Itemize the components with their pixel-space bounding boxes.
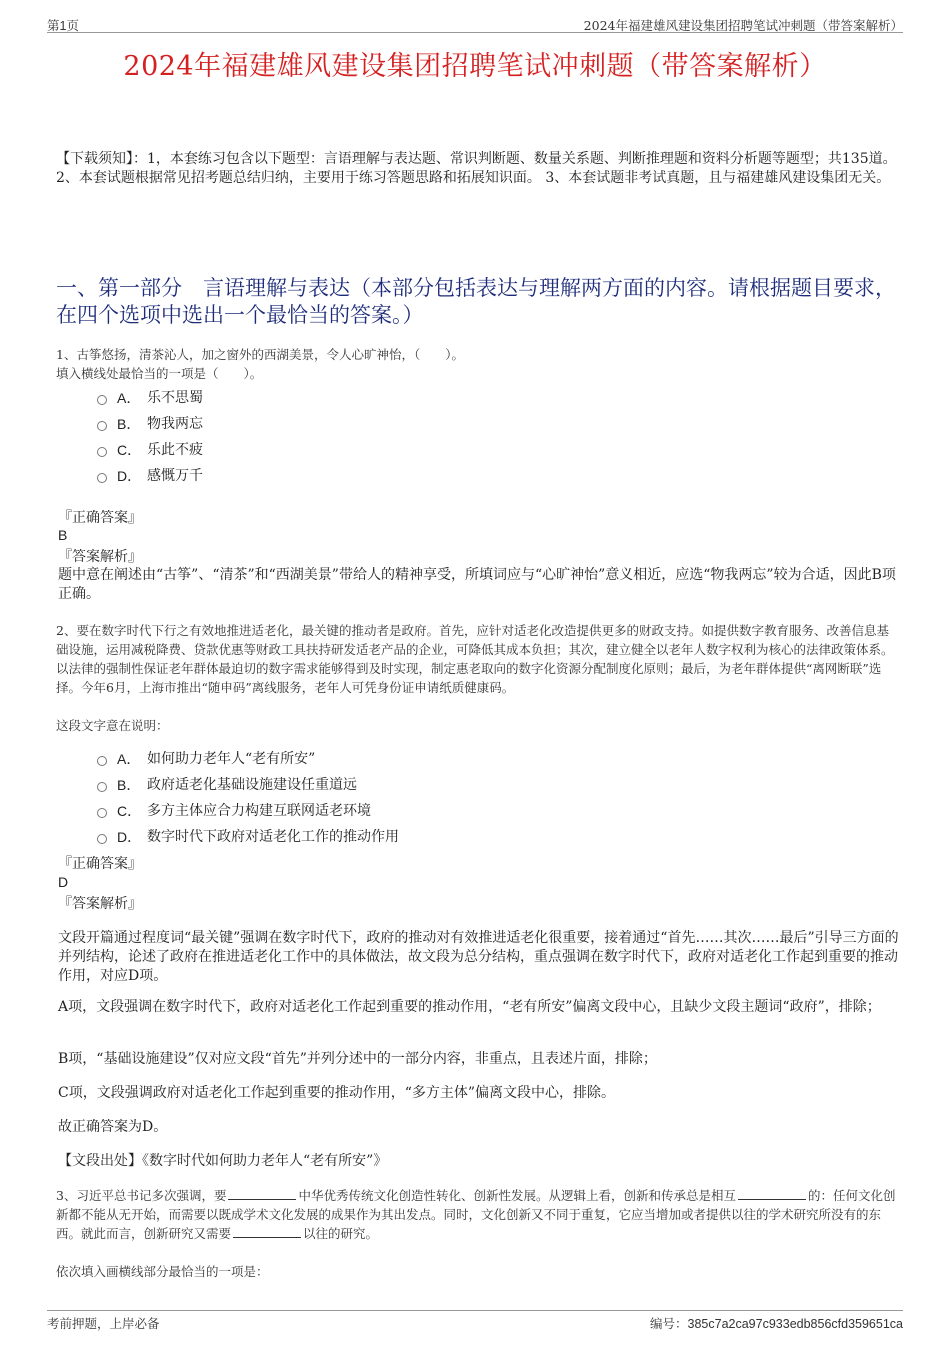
q1-option-d[interactable]: D． 感慨万千: [97, 466, 203, 492]
page-header: [47, 14, 903, 34]
download-notice: 【下载须知】：1，本套练习包含以下题型：言语理解与表达题、常识判断题、数量关系题、判断推理题和资料分析题等题型；共135道。 2、本套试题根据常见招考题总结归纳，主要用于练习答题思路和拓展知识面。 3、本套试题非考试真题，且与福建雄风建设集团无关。: [56, 151, 897, 186]
q2-analysis-para-4: C项，文段强调政府对适老化工作起到重要的推动作用，“多方主体”偏离文段中心，排除。: [58, 1085, 616, 1101]
question-2-text: 2、要在数字时代下行之有效地推进适老化，最关键的推动者是政府。首先，应针对适老化改造提供更多的财政支持。如提供数字教育服务、改善信息基础设施，运用减税降费、贷款优惠等财政工具扶持研发适老产品的企业，可降低其成本负担；其次，建立健全以老年人数字权利为核心的法律政策体系。以法律的强制性保证老年群体最迫切的数字需求能够得到及时实现，制定惠老取向的数字化资源分配制度化原则；最后，为老年群体提供“离网断联”选择。今年6月，上海市推出“随申码”离线服务，老年人可凭身份证申请纸质健康码。: [56, 623, 894, 695]
page-number: 第1页: [47, 19, 79, 33]
q2-analysis-label: 『答案解析』: [58, 896, 142, 912]
q2-analysis-para-1: 文段开篇通过程度词“最关键”强调在数字时代下，政府的推动对有效推进适老化很重要，接着通过“首先……其次……最后”引导三方面的并列结构，论述了政府在推进适老化工作中的具体做法，故文段为总分结构，重点强调在数字时代下，政府对适老化工作起到重要的推动作用，对应D项。: [58, 930, 899, 984]
header-divider: [47, 32, 903, 33]
fill-blank-1: [228, 1187, 296, 1200]
radio-icon[interactable]: [97, 421, 107, 431]
radio-icon[interactable]: [97, 473, 107, 483]
q2-option-b[interactable]: B． 政府适老化基础设施建设任重道远: [97, 775, 399, 801]
q1-analysis: 题中意在阐述由“古筝”、“清茶”和“西湖美景”带给人的精神享受，所填词应与“心旷神怡”意义相近，应选“物我两忘”较为合适，因此B项正确。: [58, 567, 896, 602]
radio-icon[interactable]: [97, 782, 107, 792]
question-2-prompt: 这段文字意在说明：: [56, 718, 169, 733]
header-doc-title: 2024年福建雄风建设集团招聘笔试冲刺题（带答案解析）: [583, 18, 903, 33]
q2-option-c[interactable]: C． 多方主体应合力构建互联网适老环境: [97, 801, 399, 827]
footer-slogan: 考前押题，上岸必备: [47, 1316, 160, 1331]
radio-icon[interactable]: [97, 756, 107, 766]
q2-analysis-para-3: B项，“基础设施建设”仅对应文段“首先”并列分述中的一部分内容，非重点，且表述片面，排除；: [58, 1051, 657, 1067]
q2-answer-label: 『正确答案』: [58, 856, 142, 872]
q2-analysis-para-5: 故正确答案为D。: [58, 1119, 168, 1135]
q1-answer: B: [58, 527, 68, 543]
q1-answer-label: 『正确答案』: [58, 510, 142, 526]
question-3-text: 3、习近平总书记多次强调，要 中华优秀传统文化创造性转化、创新性发展。从逻辑上看，创新和传承总是相互 的：任何文化创新都不能从无开始，而需要以既成学术文化发展的成果作为其出发点。同时，文化创新又不同于重复，它应当增加或者提供以往的学术研究所没有的东西。就此而言，创新研究又需要 以往的研究。: [56, 1188, 896, 1241]
footer-divider: [47, 1310, 903, 1311]
q1-analysis-label: 『答案解析』: [58, 549, 142, 565]
fill-blank-3: [233, 1225, 301, 1238]
section-heading: 一、第一部分 言语理解与表达（本部分包括表达与理解两方面的内容。请根据题目要求，在四个选项中选出一个最恰当的答案。）: [56, 276, 896, 327]
radio-icon[interactable]: [97, 447, 107, 457]
document-title: 2024年福建雄风建设集团招聘笔试冲刺题（带答案解析）: [123, 51, 827, 82]
radio-icon[interactable]: [97, 808, 107, 818]
radio-icon[interactable]: [97, 834, 107, 844]
q2-answer: D: [58, 874, 69, 890]
q2-source: 【文段出处】《数字时代如何助力老年人“老有所安”》: [58, 1153, 388, 1169]
question-2-options: [97, 749, 399, 853]
question-1-options: [97, 388, 203, 492]
question-1-text: 1、古筝悠扬，清茶沁人，加之窗外的西湖美景，令人心旷神怡，（ ）。: [56, 347, 464, 362]
q1-option-a[interactable]: A． 乐不思蜀: [97, 388, 203, 414]
page-footer: [47, 1314, 903, 1334]
q2-analysis-para-2: A项，文段强调在数字时代下，政府对适老化工作起到重要的推动作用，“老有所安”偏离文段中心，且缺少文段主题词“政府”，排除；: [58, 999, 881, 1015]
question-1-prompt: 填入横线处最恰当的一项是（ ）。: [56, 366, 263, 381]
footer-code: 编号：385c7a2ca97c933edb856cfd359651ca: [650, 1316, 903, 1331]
radio-icon[interactable]: [97, 395, 107, 405]
q2-option-a[interactable]: A． 如何助力老年人“老有所安”: [97, 749, 399, 775]
q1-option-c[interactable]: C． 乐此不疲: [97, 440, 203, 466]
question-1-stem: [56, 345, 901, 383]
q2-option-d[interactable]: D． 数字时代下政府对适老化工作的推动作用: [97, 827, 399, 853]
q1-option-b[interactable]: B． 物我两忘: [97, 414, 203, 440]
fill-blank-2: [738, 1187, 806, 1200]
question-3-prompt: 依次填入画横线部分最恰当的一项是：: [56, 1264, 269, 1279]
